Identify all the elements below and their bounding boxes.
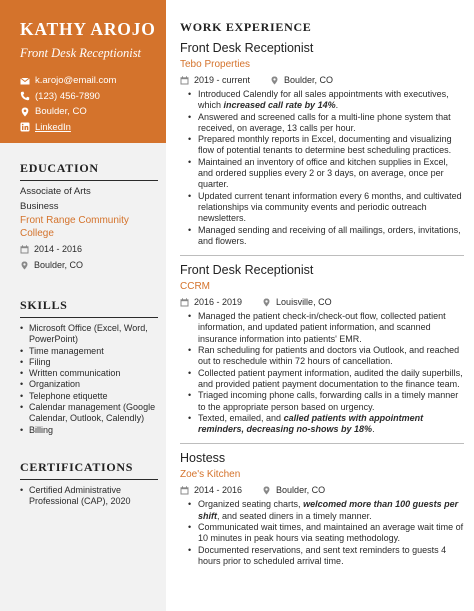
contact-list [20,73,166,135]
skill-item: • Organization [20,379,158,390]
bullet-item: • Introduced Calendly for all sales appointments with executives, which increased call rate by 14%. [188,89,464,112]
main-column [180,20,464,567]
job-meta [180,296,464,308]
bullet-item: • Prepared monthly reports in Excel, documenting and visualizing flow of potential tenants to determine best scheduling practices. [188,134,464,157]
company-name: CCRM [180,281,210,293]
contact-linkedin [20,120,166,136]
job-bullets [188,311,464,435]
bullet-item: • Collected patient payment information, audited the daily superbills, and provided patient payment documentation to the finance team. [188,368,464,391]
skills-heading: SKILLS [20,298,68,312]
bullet-item: • Answered and screened calls for a multi-line phone system that received, on average, 13 calls per hour. [188,112,464,135]
education-field: Business [20,200,59,212]
certifications-rule [20,479,158,480]
bullet-item: • Updated current tenant information every 6 months, and cultivated relationships via community events and periodic outreach newsletters. [188,191,464,225]
certifications-list [20,485,158,508]
bullet-item: • Texted, emailed, and called patients with appointment reminders, decreasing no-shows by 18%. [188,413,464,436]
certification-item: • Certified Administrative Professional (CAP), 2020 [20,485,158,508]
job-meta [180,74,464,86]
bullet-item: • Documented reservations, and sent text reminders to guests 4 hours prior to scheduled arrival time. [188,545,464,568]
company-name: Zoe's Kitchen [180,469,241,481]
education-heading: EDUCATION [20,161,99,175]
job-meta [180,484,464,496]
section-divider [180,255,464,256]
education-location: Boulder, CO [34,260,84,270]
bullet-item: • Managed sending and receiving of all mailings, orders, invitations, and flowers. [188,225,464,248]
location-text: Boulder, CO [35,106,87,118]
linkedin-link[interactable]: LinkedIn [35,121,71,133]
education-degree: Associate of Arts [20,186,91,197]
company-name: Tebo Properties [180,59,251,70]
bullet-item: • Communicated wait times, and maintained an average wait time of 10 minutes in peak hours via seating methodology. [188,522,464,545]
sidebar [0,0,166,611]
location-pin-icon [270,76,279,85]
job-dates: 2019 - current [194,75,251,85]
skill-item: • Filing [20,357,158,368]
skill-item: • Telephone etiquette [20,391,158,402]
phone-text: (123) 456-7890 [35,90,100,102]
education-dates-row [20,243,158,256]
sidebar-content [20,161,158,508]
phone-icon [20,91,30,101]
calendar-icon [180,76,189,85]
job-title: Front Desk Receptionist [180,263,314,278]
education-location-row [20,259,158,272]
location-pin-icon [20,261,29,270]
contact-phone [20,89,166,105]
education-school: Front Range Community College [20,215,129,239]
email-text[interactable]: k.arojo@email.com [35,75,117,87]
job-bullets [188,89,464,247]
candidate-title: Front Desk Receptionist [20,46,142,60]
work-experience-heading: WORK EXPERIENCE [180,20,312,34]
certifications-heading: CERTIFICATIONS [20,459,134,474]
bullet-item: • Ran scheduling for patients and doctors via Outlook, and reached out to reschedule within 72 hours of cancellation. [188,345,464,368]
job-bullets [188,499,464,567]
bullet-item: • Organized seating charts, welcomed more than 100 guests per shift, and seated diners in a timely manner. [188,499,464,522]
candidate-name: KATHY AROJO [20,19,156,39]
section-divider [180,443,464,444]
skill-item: • Written communication [20,368,158,379]
job-location: Boulder, CO [284,75,334,85]
education-rule [20,180,158,181]
skill-item: • Time management [20,346,158,357]
calendar-icon [180,486,189,495]
linkedin-icon [20,122,30,132]
skills-list [20,323,158,436]
job-dates: 2014 - 2016 [194,485,243,496]
skill-item: • Microsoft Office (Excel, Word, PowerPoint) [20,323,158,346]
job-dates: 2016 - 2019 [194,297,243,308]
email-icon [20,76,30,86]
bullet-item: • Maintained an inventory of office and kitchen supplies in Excel, and ordered supplies every 2 or 3 days, on average, once per quarter. [188,157,464,191]
location-pin-icon [262,298,271,307]
header-block [0,0,166,143]
job-title: Front Desk Receptionist [180,41,314,55]
bullet-item: • Managed the patient check-in/check-out flow, collected patient information, and updated patient information, and scanned insurance information into patients' EMR. [188,311,464,345]
skills-rule [20,317,158,318]
contact-location [20,104,166,120]
location-pin-icon [20,107,30,117]
job-title: Hostess [180,451,226,466]
skill-item: • Calendar management (Google Calendar, Outlook, Calendly) [20,402,158,425]
calendar-icon [20,245,29,254]
job-location: Boulder, CO [276,485,326,496]
education-dates: 2014 - 2016 [34,244,83,254]
bullet-item: • Triaged incoming phone calls, forwarding calls in a timely manner to the appropriate person based on urgency. [188,390,464,413]
calendar-icon [180,298,189,307]
location-pin-icon [262,486,271,495]
contact-email [20,73,166,89]
job-location: Louisville, CO [276,297,332,308]
skill-item: • Billing [20,425,158,436]
